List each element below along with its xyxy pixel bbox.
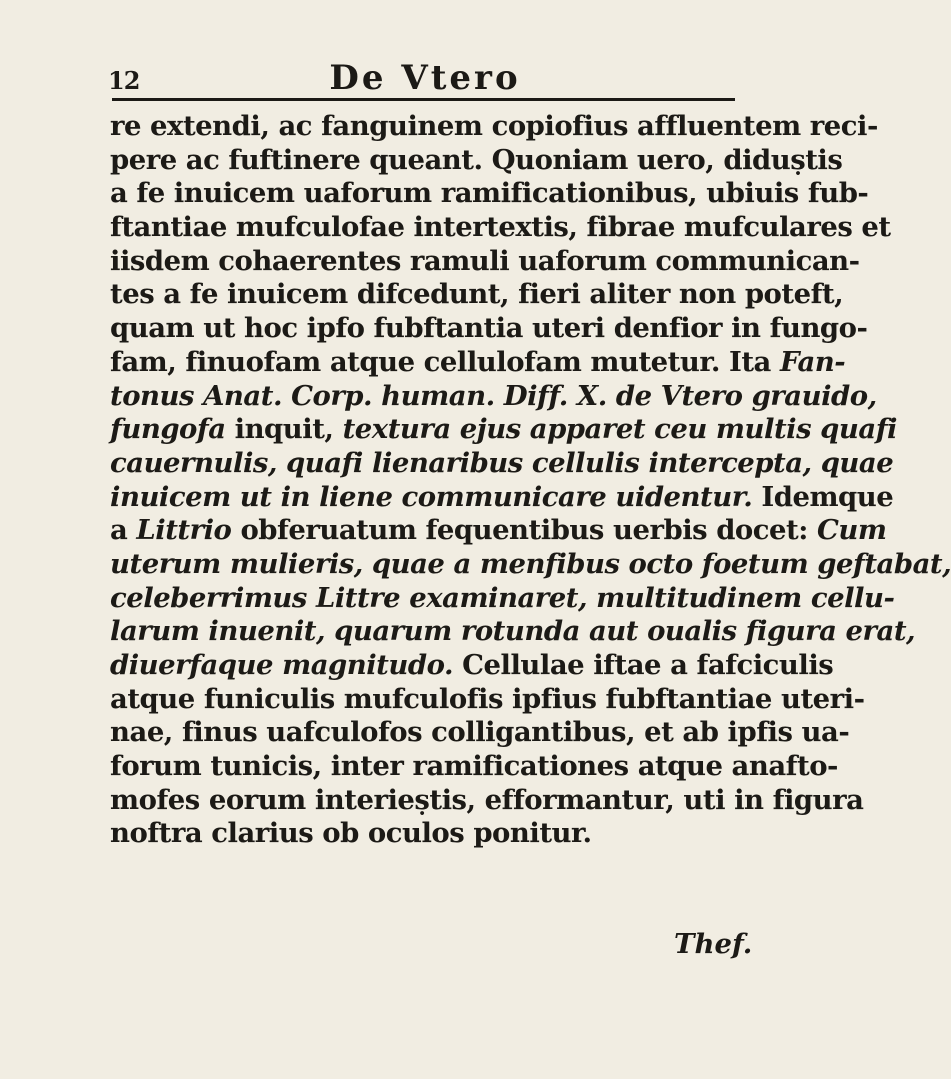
text-segment: fam, finuofam atque cellulofam mutetur. Ita [110,345,780,378]
text-line [110,211,891,245]
text-line [110,177,869,211]
text-line [110,547,951,582]
text-line [110,682,865,717]
italic-text-segment: Littrio [136,514,232,547]
text-segment: inquit, [225,413,343,446]
italic-text-segment: celeberrimus Littre examinaret, multitudinem cellu- [110,581,895,614]
text-segment: atque funiculis mufculofis ipfius fubftantiae uteri- [110,682,865,715]
text-line [110,446,894,481]
text-line [110,783,864,818]
text-line [110,615,916,649]
text-line [110,413,897,447]
text-segment: quam ut hoc ipfo fubftantia uteri denfior in fungo- [110,312,868,345]
text-line [110,312,868,346]
text-segment: a [110,514,137,547]
text-line [110,345,846,380]
page-header [0,50,800,110]
text-segment: ftantiae mufculofae intertextis, fibrae mufculares et [110,211,891,244]
text-segment: iisdem cohaerentes ramuli uaforum communican- [110,244,860,277]
text-segment: Cellulae iftae a fafciculis [453,649,834,681]
text-segment: obferuatum fequentibus uerbis docet: [231,514,817,547]
italic-text-segment: cauernulis, quafi lienaribus cellulis intercepta, quae [110,446,894,479]
text-segment: noftra clarius ob oculos ponitur. [110,817,592,850]
italic-text-segment: tonus Anat. Corp. human. Diff. X. de Vtero grauido, [110,379,877,412]
text-line [110,244,860,279]
text-line [110,379,877,414]
italic-text-segment: larum inuenit, quarum rotunda aut oualis figura erat, [110,615,916,648]
italic-text-segment: inuicem ut in liene communicare uidentur. [110,480,753,513]
italic-text-segment: uterum mulieris, quae a menfibus octo foetum geftabat, [110,547,951,580]
italic-text-segment: Cum [816,514,887,547]
italic-text-segment: Fan- [779,345,846,378]
italic-text-segment: diuerfaque magnitudo. [110,649,454,681]
text-line [110,143,843,178]
body-text [110,110,951,851]
text-line [110,581,895,616]
text-segment: tes a fe inuicem difcedunt, fieri aliter non poteft, [110,278,844,311]
text-segment: forum tunicis, inter ramificationes atque anafto- [110,750,838,783]
text-segment: a fe inuicem uaforum ramificationibus, ubiuis fub- [110,177,869,210]
text-line [110,716,850,750]
italic-text-segment: textura ejus apparet ceu multis quafi [342,413,897,446]
page-number: 12 [108,66,140,95]
running-title: De Vtero [329,58,521,98]
text-line [110,649,834,683]
text-line [110,480,894,515]
text-segment: mofes eorum interieṣtis, efformantur, uti in figura [110,783,864,816]
text-segment: re extendi, ac fanguinem copiofius affluentem reci- [110,110,878,142]
text-line [110,750,838,784]
text-segment: Idemque [752,480,894,513]
text-line [110,110,878,144]
text-line [110,514,887,548]
text-segment: pere ac fuftinere queant. Quoniam uero, diduṣtis [110,143,843,176]
header-rule [112,98,735,101]
text-line [110,817,740,851]
catchword: Thef. [674,928,753,960]
text-segment: nae, finus uafculofos colligantibus, et ab ipfis ua- [110,716,850,749]
text-line [110,278,844,312]
italic-text-segment: fungofa [110,413,226,446]
